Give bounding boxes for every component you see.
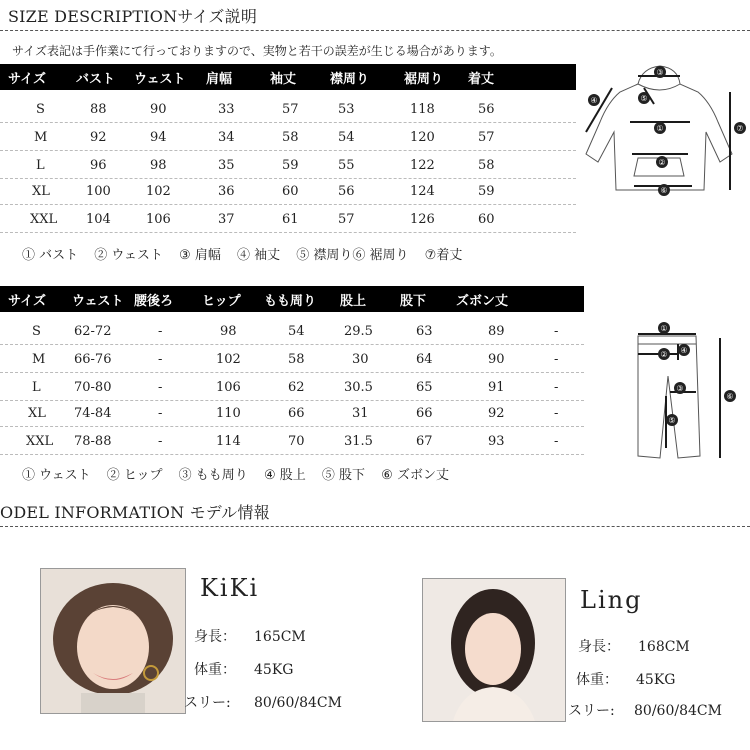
table-cell: M — [32, 352, 46, 367]
table-row — [0, 154, 576, 178]
model-height — [578, 636, 690, 656]
table-cell: S — [32, 324, 41, 339]
height-label: 身長： — [194, 629, 236, 645]
table-cell: 92 — [488, 406, 505, 421]
row-divider — [0, 344, 584, 345]
marker-4 — [678, 344, 690, 356]
legend-item: ⑦着丈 — [424, 248, 463, 263]
table-cell: 89 — [488, 324, 505, 339]
table-cell: 34 — [218, 130, 235, 145]
table-cell: 58 — [282, 130, 299, 145]
table-cell: 67 — [416, 434, 433, 449]
legend-item: ④ 袖丈 — [236, 248, 281, 263]
marker-5 — [666, 414, 678, 426]
pants-header-cell: ズボン丈 — [456, 294, 509, 309]
legend-item: ② ウェスト — [94, 248, 163, 263]
marker-3 — [654, 66, 666, 78]
divider — [0, 30, 750, 31]
model-name: Ling — [580, 586, 643, 614]
model-name: KiKi — [200, 574, 260, 602]
table-cell: - — [158, 324, 163, 339]
table-cell: 88 — [90, 102, 107, 117]
table-cell: 61 — [282, 212, 299, 227]
table-cell: 53 — [338, 102, 355, 117]
table-cell: XXL — [30, 212, 58, 227]
table-cell: - — [158, 380, 163, 395]
height-value: 165CM — [254, 629, 306, 645]
row-divider — [0, 150, 576, 151]
table-cell: 54 — [288, 324, 305, 339]
table-cell: 91 — [488, 380, 505, 395]
table-row — [0, 348, 584, 372]
table-cell: XL — [28, 406, 46, 421]
table-cell: 29.5 — [344, 324, 373, 339]
table-cell: 114 — [216, 434, 241, 449]
table-cell: 106 — [146, 212, 171, 227]
table-cell: 90 — [150, 102, 167, 117]
table-cell: - — [554, 380, 559, 395]
table-cell: 63 — [416, 324, 433, 339]
table-cell: 57 — [478, 130, 495, 145]
table-cell: 124 — [410, 184, 435, 199]
tops-header-cell: ウェスト — [134, 72, 186, 87]
table-cell: 94 — [150, 130, 167, 145]
weight-value: 45KG — [636, 672, 676, 688]
table-cell: 90 — [488, 352, 505, 367]
table-cell: 93 — [488, 434, 505, 449]
table-cell: - — [158, 352, 163, 367]
legend-item: ② ヒップ — [106, 468, 163, 483]
table-cell: 31 — [352, 406, 369, 421]
table-cell: 59 — [478, 184, 495, 199]
table-cell: 98 — [220, 324, 237, 339]
table-cell: 70-80 — [74, 380, 112, 395]
marker-2 — [658, 348, 670, 360]
table-row — [0, 430, 584, 454]
model-photo-ling — [422, 578, 566, 722]
marker-7 — [734, 122, 746, 134]
svg-text:⑥: ⑥ — [726, 392, 734, 401]
tops-header-cell: 袖丈 — [270, 72, 297, 87]
legend-item: ⑥ ズボン丈 — [381, 468, 449, 483]
three-sizes-label: スリー: — [568, 703, 615, 719]
table-cell: 56 — [478, 102, 495, 117]
table-cell: XXL — [26, 434, 54, 449]
svg-text:⑤: ⑤ — [668, 416, 676, 425]
table-row — [0, 126, 576, 150]
model-height — [194, 626, 306, 646]
legend-item: ③ 肩幅 — [179, 248, 221, 263]
height-label: 身長： — [578, 639, 620, 655]
table-cell: 58 — [478, 158, 495, 173]
table-cell: 36 — [218, 184, 235, 199]
pants-diagram — [620, 316, 750, 466]
table-cell: 106 — [216, 380, 241, 395]
tops-header-cell: 裾周り — [404, 72, 444, 87]
marker-2 — [656, 156, 668, 168]
table-row — [0, 320, 584, 344]
three-sizes-value: 80/60/84CM — [634, 703, 722, 719]
table-cell: 31.5 — [344, 434, 373, 449]
table-cell: - — [554, 434, 559, 449]
table-cell: - — [554, 352, 559, 367]
svg-text:①: ① — [656, 124, 664, 133]
pants-header-cell: ヒップ — [202, 294, 241, 309]
tops-header-cell: 襟周り — [330, 72, 370, 87]
table-cell: L — [32, 380, 41, 395]
marker-6 — [724, 390, 736, 402]
legend-item: ① ウェスト — [22, 468, 91, 483]
table-row — [0, 98, 576, 122]
weight-label: 体重： — [194, 662, 236, 678]
legend-item: ⑤ 襟周り⑥ 裾周り — [296, 248, 409, 263]
table-cell: 110 — [216, 406, 241, 421]
row-divider — [0, 426, 584, 427]
table-row — [0, 180, 576, 204]
model-weight — [576, 669, 675, 689]
table-cell: - — [158, 406, 163, 421]
table-cell: 66-76 — [74, 352, 112, 367]
table-cell: 104 — [86, 212, 111, 227]
svg-text:③: ③ — [676, 384, 684, 393]
table-cell: - — [554, 324, 559, 339]
tops-legend — [22, 244, 474, 263]
table-cell: 96 — [90, 158, 107, 173]
model-three-sizes — [184, 692, 342, 712]
table-row — [0, 402, 584, 426]
pants-table-header — [0, 286, 584, 312]
hoodie-diagram — [580, 62, 750, 202]
table-cell: 35 — [218, 158, 235, 173]
tops-header-cell: 着丈 — [468, 72, 495, 87]
tops-table-header — [0, 64, 576, 90]
tops-header-cell: サイズ — [8, 72, 46, 87]
row-divider — [0, 400, 584, 401]
table-cell: 62-72 — [74, 324, 112, 339]
row-divider — [0, 178, 576, 179]
model-section-title: ODEL INFORMATION モデル情報 — [0, 503, 270, 522]
table-cell: 78-88 — [74, 434, 112, 449]
size-section-title: SIZE DESCRIPTIONサイズ説明 — [8, 7, 258, 26]
row-divider — [0, 372, 584, 373]
legend-item: ① バスト — [22, 248, 79, 263]
table-cell: 65 — [416, 380, 433, 395]
table-cell: 120 — [410, 130, 435, 145]
pants-header-cell: サイズ — [8, 294, 46, 309]
table-cell: 57 — [338, 212, 355, 227]
table-cell: - — [158, 434, 163, 449]
table-cell: - — [554, 406, 559, 421]
table-cell: 60 — [478, 212, 495, 227]
svg-text:②: ② — [658, 158, 666, 167]
divider — [0, 526, 750, 527]
model-photo-kiki — [40, 568, 186, 714]
svg-text:④: ④ — [590, 96, 598, 105]
legend-item: ⑤ 股下 — [321, 468, 366, 483]
marker-4 — [588, 94, 600, 106]
table-cell: 59 — [282, 158, 299, 173]
pants-header-cell: 腰後ろ — [134, 294, 174, 309]
table-cell: 66 — [288, 406, 305, 421]
table-cell: 30 — [352, 352, 369, 367]
table-cell: XL — [32, 184, 50, 199]
pants-legend — [22, 464, 461, 483]
row-divider — [0, 232, 576, 233]
legend-item: ④ 股上 — [263, 468, 306, 483]
legend-item: ③ もも周り — [178, 468, 248, 483]
svg-text:⑤: ⑤ — [640, 94, 648, 103]
table-cell: 70 — [288, 434, 305, 449]
row-divider — [0, 204, 576, 205]
table-cell: 66 — [416, 406, 433, 421]
table-row — [0, 376, 584, 400]
table-cell: 118 — [410, 102, 435, 117]
pants-header-cell: もも周り — [264, 294, 317, 309]
svg-text:①: ① — [660, 324, 668, 333]
three-sizes-label: スリー: — [184, 695, 231, 711]
table-cell: 64 — [416, 352, 433, 367]
marker-6 — [658, 184, 670, 196]
height-value: 168CM — [638, 639, 690, 655]
table-cell: 30.5 — [344, 380, 373, 395]
svg-text:⑦: ⑦ — [736, 124, 744, 133]
table-cell: 33 — [218, 102, 235, 117]
svg-text:②: ② — [660, 350, 668, 359]
weight-label: 体重： — [576, 672, 618, 688]
table-cell: 56 — [338, 184, 355, 199]
table-cell: 62 — [288, 380, 305, 395]
pants-header-cell: 股上 — [340, 294, 367, 309]
table-cell: 58 — [288, 352, 305, 367]
pants-header-cell: ウェスト — [72, 294, 124, 309]
table-cell: 60 — [282, 184, 299, 199]
table-cell: 55 — [338, 158, 355, 173]
weight-value: 45KG — [254, 662, 294, 678]
marker-1 — [654, 122, 666, 134]
hoodie-outline — [586, 84, 732, 190]
tops-header-cell: 肩幅 — [206, 72, 233, 87]
tops-header-cell: バスト — [76, 72, 116, 87]
table-cell: 74-84 — [74, 406, 112, 421]
table-cell: 100 — [86, 184, 111, 199]
row-divider — [0, 122, 576, 123]
pants-header-cell: 股下 — [400, 294, 427, 309]
table-cell: 57 — [282, 102, 299, 117]
model-weight — [194, 659, 293, 679]
size-note: サイズ表記は手作業にて行っておりますので、実物と若干の誤差が生じる場合があります。 — [12, 44, 502, 58]
table-cell: 37 — [218, 212, 235, 227]
table-cell: 102 — [146, 184, 171, 199]
row-divider — [0, 454, 584, 455]
table-cell: 122 — [410, 158, 435, 173]
table-cell: M — [34, 130, 48, 145]
marker-3 — [674, 382, 686, 394]
marker-1 — [658, 322, 670, 334]
model-three-sizes — [568, 700, 722, 720]
table-cell: L — [36, 158, 45, 173]
table-cell: 102 — [216, 352, 241, 367]
marker-5 — [638, 92, 650, 104]
table-cell: 126 — [410, 212, 435, 227]
table-cell: S — [36, 102, 45, 117]
table-cell: 54 — [338, 130, 355, 145]
table-row — [0, 208, 576, 232]
svg-text:④: ④ — [680, 346, 688, 355]
table-cell: 92 — [90, 130, 107, 145]
table-cell: 98 — [150, 158, 167, 173]
svg-text:⑥: ⑥ — [660, 186, 668, 195]
three-sizes-value: 80/60/84CM — [254, 695, 342, 711]
svg-text:③: ③ — [656, 68, 664, 77]
